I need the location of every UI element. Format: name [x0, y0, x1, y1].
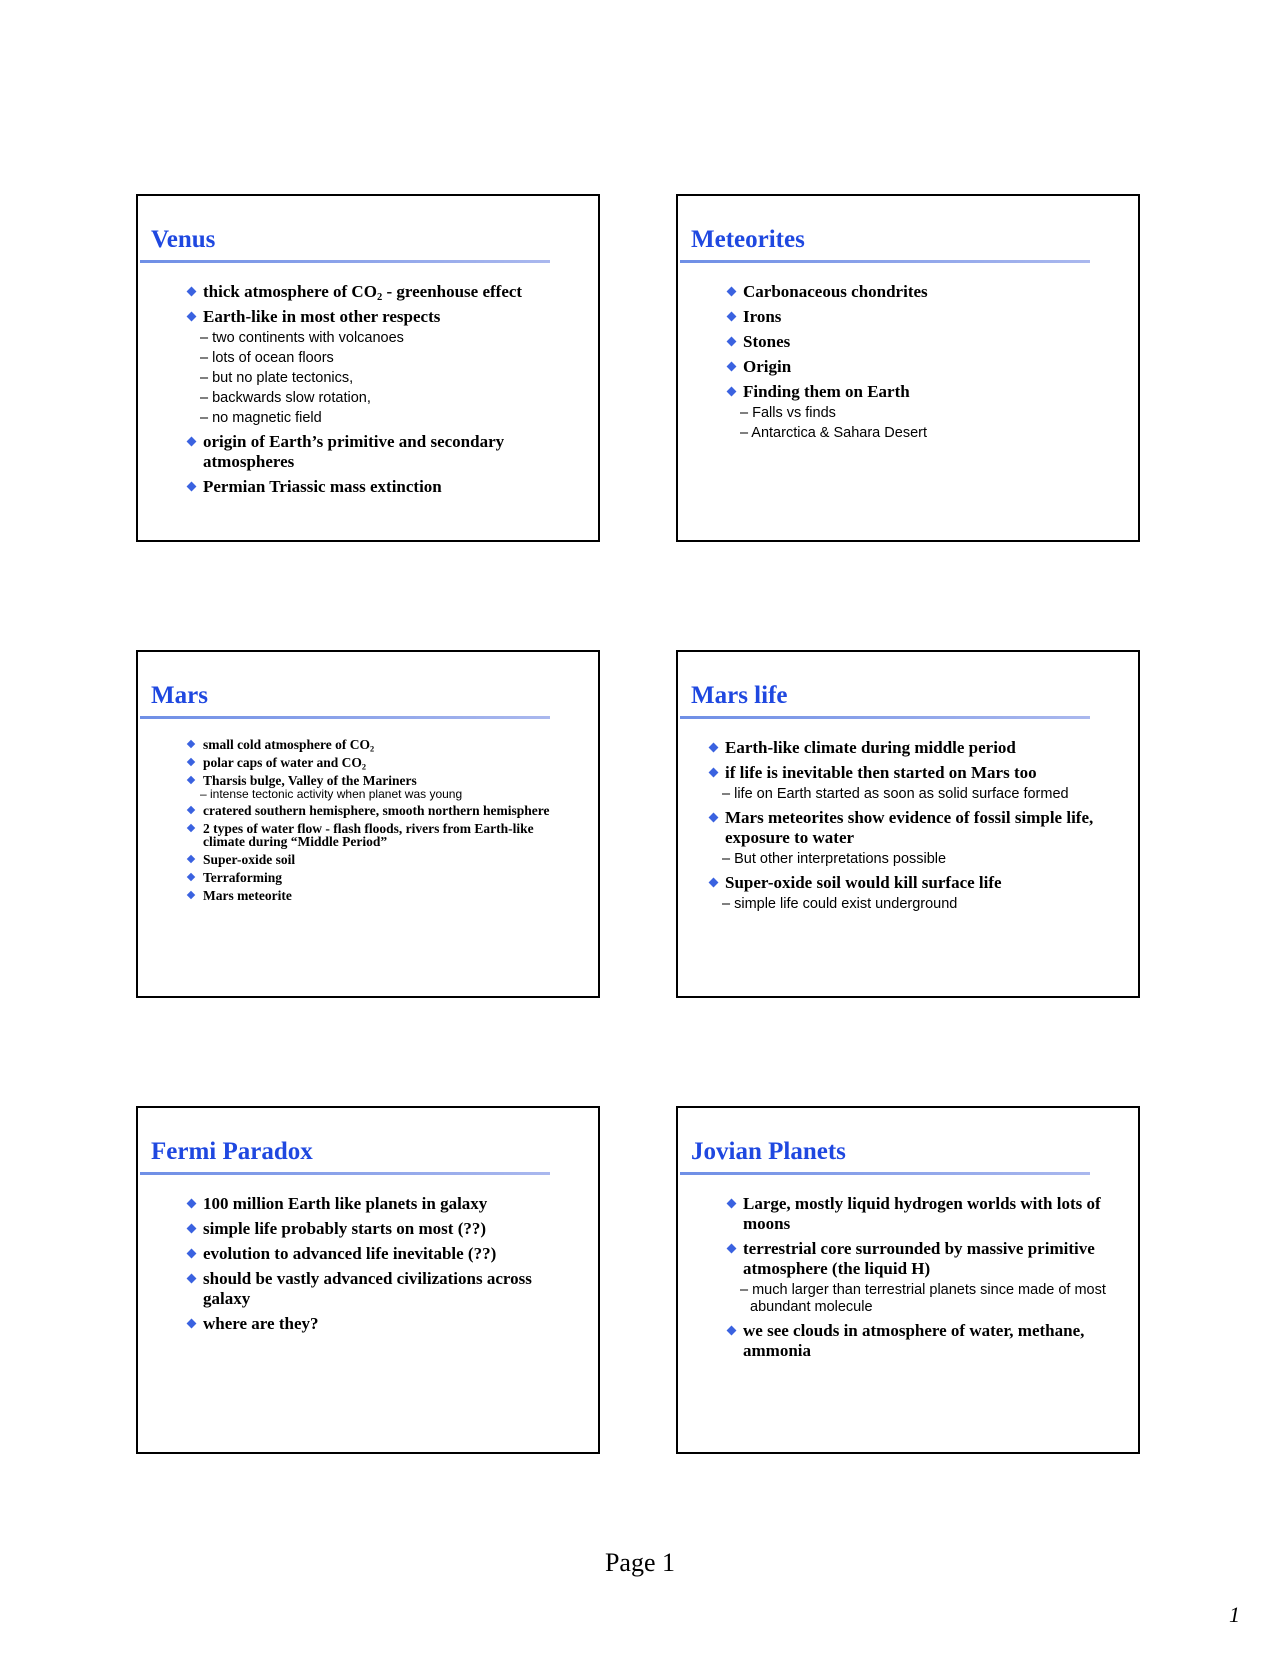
diamond-bullet-icon: [187, 437, 197, 447]
page-number: 1: [1229, 1602, 1240, 1627]
sub-bullet-item: – Antarctica & Sahara Desert: [740, 425, 927, 441]
slide-jovian-planets: [676, 1106, 1140, 1454]
slide-mars: [136, 650, 600, 998]
bullet-list: [710, 738, 1118, 918]
sub-bullet-item: – lots of ocean floors: [200, 350, 334, 366]
diamond-bullet-icon: [709, 813, 719, 823]
sub-bullet-item: – two continents with volcanoes: [200, 330, 404, 346]
slide-mars-life: [676, 650, 1140, 998]
bullet-item: simple life probably starts on most (??): [188, 1219, 578, 1239]
diamond-bullet-icon: [727, 362, 737, 372]
slide-title: Jovian Planets: [691, 1138, 846, 1165]
title-underline: [680, 716, 1090, 719]
bullet-item: 100 million Earth like planets in galaxy: [188, 1194, 578, 1214]
bullet-item: Finding them on Earth: [728, 382, 1118, 402]
bullet-item: Earth-like climate during middle period: [710, 738, 1118, 758]
bullet-list: [728, 282, 1118, 447]
bullet-list: [188, 1194, 578, 1339]
bullet-item: Permian Triassic mass extinction: [188, 477, 578, 497]
slide-fermi-paradox: [136, 1106, 600, 1454]
sub-bullet-item: – backwards slow rotation,: [200, 390, 371, 406]
bullet-item: Terraforming: [188, 871, 578, 884]
title-underline: [140, 716, 550, 719]
diamond-bullet-icon: [187, 891, 195, 899]
sub-bullet-item: – Falls vs finds: [740, 405, 836, 421]
bullet-item: Mars meteorites show evidence of fossil simple life, exposure to water: [710, 808, 1118, 848]
bullet-item: if life is inevitable then started on Mars too: [710, 763, 1118, 783]
bullet-item: polar caps of water and $CO_2$: [188, 756, 578, 769]
title-underline: [680, 1172, 1090, 1175]
bullet-item: Super-oxide soil: [188, 853, 578, 866]
title-underline: [140, 1172, 550, 1175]
diamond-bullet-icon: [187, 776, 195, 784]
diamond-bullet-icon: [187, 287, 197, 297]
bullet-list: [188, 282, 578, 502]
bullet-item: thick atmosphere of $CO_2$ - greenhouse effect: [188, 282, 578, 302]
bullet-item: should be vastly advanced civilizations across galaxy: [188, 1269, 578, 1309]
bullet-item: small cold atmosphere of $CO_2$: [188, 738, 578, 751]
diamond-bullet-icon: [727, 1199, 737, 1209]
diamond-bullet-icon: [709, 878, 719, 888]
diamond-bullet-icon: [187, 873, 195, 881]
bullet-item: Stones: [728, 332, 1118, 352]
diamond-bullet-icon: [187, 312, 197, 322]
slide-title: Fermi Paradox: [151, 1138, 313, 1165]
bullet-item: origin of Earth’s primitive and secondary atmospheres: [188, 432, 578, 472]
diamond-bullet-icon: [187, 1199, 197, 1209]
diamond-bullet-icon: [187, 824, 195, 832]
sub-bullet-item: – But other interpretations possible: [722, 851, 947, 867]
diamond-bullet-icon: [727, 1244, 737, 1254]
bullet-item: Tharsis bulge, Valley of the Mariners: [188, 774, 578, 787]
sub-bullet-item: – but no plate tectonics,: [200, 370, 354, 386]
slide-venus: [136, 194, 600, 542]
sub-bullet-item: – simple life could exist underground: [722, 896, 958, 912]
diamond-bullet-icon: [727, 1326, 737, 1336]
bullet-item: where are they?: [188, 1314, 578, 1334]
sub-bullet-item: – no magnetic field: [200, 410, 322, 426]
diamond-bullet-icon: [727, 287, 737, 297]
bullet-item: terrestrial core surrounded by massive primitive atmosphere (the liquid H): [728, 1239, 1118, 1279]
slide-title: Mars life: [691, 682, 788, 709]
sub-bullet-item: – much larger than terrestrial planets since made of most abundant molecule: [740, 1282, 1106, 1315]
diamond-bullet-icon: [187, 1274, 197, 1284]
title-underline: [140, 260, 550, 263]
diamond-bullet-icon: [187, 758, 195, 766]
diamond-bullet-icon: [187, 806, 195, 814]
slide-title: Mars: [151, 682, 208, 709]
diamond-bullet-icon: [709, 743, 719, 753]
bullet-item: Large, mostly liquid hydrogen worlds with lots of moons: [728, 1194, 1118, 1234]
page-label: Page 1: [604, 1548, 676, 1577]
diamond-bullet-icon: [727, 337, 737, 347]
diamond-bullet-icon: [187, 482, 197, 492]
bullet-list: [728, 1194, 1118, 1366]
bullet-item: Origin: [728, 357, 1118, 377]
bullet-item: Irons: [728, 307, 1118, 327]
title-underline: [680, 260, 1090, 263]
diamond-bullet-icon: [187, 1319, 197, 1329]
slide-meteorites: [676, 194, 1140, 542]
bullet-item: Super-oxide soil would kill surface life: [710, 873, 1118, 893]
diamond-bullet-icon: [727, 387, 737, 397]
slide-title: Meteorites: [691, 226, 805, 253]
diamond-bullet-icon: [187, 740, 195, 748]
diamond-bullet-icon: [187, 1249, 197, 1259]
sub-bullet-item: – intense tectonic activity when planet was young: [200, 787, 463, 801]
diamond-bullet-icon: [187, 855, 195, 863]
bullet-item: Mars meteorite: [188, 889, 578, 902]
diamond-bullet-icon: [709, 768, 719, 778]
slide-title: Venus: [151, 226, 216, 253]
diamond-bullet-icon: [187, 1224, 197, 1234]
bullet-item: 2 types of water flow - flash floods, rivers from Earth-like climate during “Middle Period”: [188, 822, 578, 848]
bullet-item: Carbonaceous chondrites: [728, 282, 1118, 302]
bullet-item: evolution to advanced life inevitable (??): [188, 1244, 578, 1264]
diamond-bullet-icon: [727, 312, 737, 322]
sub-bullet-item: – life on Earth started as soon as solid surface formed: [722, 786, 1069, 802]
bullet-list: [188, 738, 578, 907]
bullet-item: Earth-like in most other respects: [188, 307, 578, 327]
bullet-item: we see clouds in atmosphere of water, methane, ammonia: [728, 1321, 1118, 1361]
bullet-item: cratered southern hemisphere, smooth northern hemisphere: [188, 804, 578, 817]
